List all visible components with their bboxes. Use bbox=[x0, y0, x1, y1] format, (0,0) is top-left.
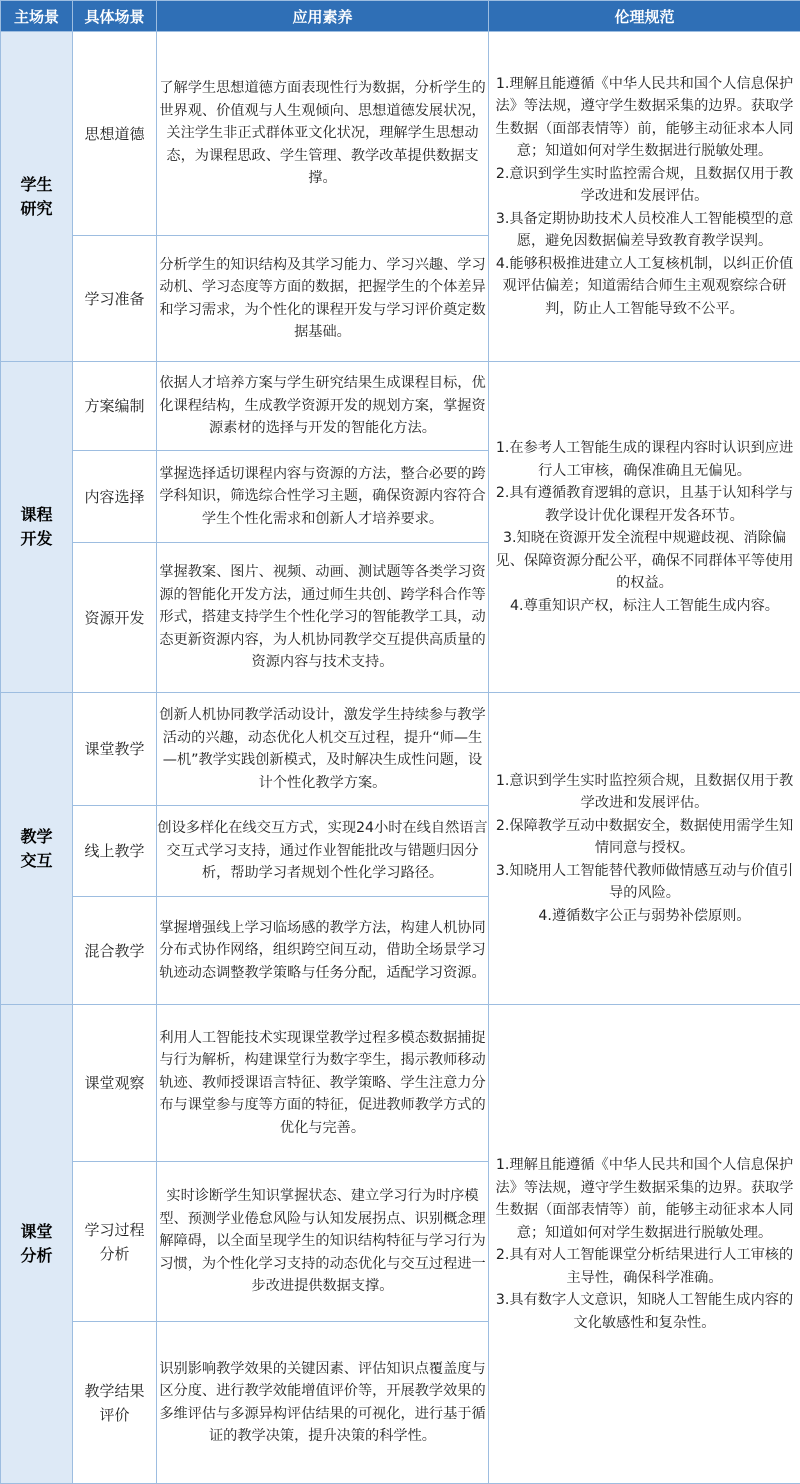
scene-resource-development: 资源开发 bbox=[73, 543, 157, 693]
app-literacy-cell: 利用人工智能技术实现课堂教学过程多模态数据捕捉与行为解析，构建课堂行为数字孪生，揭示教师移动轨迹、教师授课语言特征、教学策略、学生注意力分布与课堂参与度等方面的特征，促进教师教学方式的优化与完善。 bbox=[157, 1005, 489, 1162]
ethics-cell-teaching-interaction: 1.意识到学生实时监控须合规，且数据仅用于教学改进和发展评估。 2.保障教学互动中数据安全，数据使用需学生知情同意与授权。 3.知晓用人工智能替代教师做情感互动与价值引导的风险。 4.遵循数字公正与弱势补偿原则。 bbox=[489, 693, 800, 1005]
header-ethics-norms: 伦理规范 bbox=[489, 1, 800, 32]
app-literacy-cell: 了解学生思想道德方面表现性行为数据，分析学生的世界观、价值观与人生观倾向、思想道德发展状况，关注学生非正式群体亚文化状况，理解学生思想动态，为课程思政、学生管理、教学改革提供数据支撑。 bbox=[157, 32, 489, 236]
scene-teaching-outcome-evaluation: 教学结果 评价 bbox=[73, 1322, 157, 1484]
table-row bbox=[1, 1005, 800, 1162]
header-row bbox=[1, 1, 800, 32]
app-literacy-cell: 实时诊断学生知识掌握状态、建立学习行为时序模型、预测学业倦怠风险与认知发展拐点、识别概念理解障碍，以全面呈现学生的知识结构特征与学习行为习惯，为个性化学习支持的动态优化与交互过程进一步改进提供数据支撑。 bbox=[157, 1162, 489, 1322]
scene-classroom-teaching: 课堂教学 bbox=[73, 693, 157, 806]
scene-content-selection: 内容选择 bbox=[73, 451, 157, 543]
app-literacy-cell: 分析学生的知识结构及其学习能力、学习兴趣、学习动机、学习态度等方面的数据，把握学生的个体差异和学习需求，为个性化的课程开发与学习评价奠定数据基础。 bbox=[157, 236, 489, 362]
scene-learning-readiness: 学习准备 bbox=[73, 236, 157, 362]
header-application-literacy: 应用素养 bbox=[157, 1, 489, 32]
app-literacy-cell: 创新人机协同教学活动设计，激发学生持续参与教学活动的兴趣，动态优化人机交互过程，提升“师—生—机”教学实践创新模式，及时解决生成性问题，设计个性化教学方案。 bbox=[157, 693, 489, 806]
main-scene-student-research: 学生 研究 bbox=[1, 32, 73, 362]
ethics-cell-student-research: 1.理解且能遵循《中华人民共和国个人信息保护法》等法规，遵守学生数据采集的边界。获取学生数据（面部表情等）前，能够主动征求本人同意；知道如何对学生数据进行脱敏处理。 2.意识到学生实时监控需合规，且数据仅用于教学改进和发展评估。 3.具备定期协助技术人员校准人工智能模型的意愿，避免因数据偏差导致教育教学误判。 4.能够积极推进建立人工复核机制，以纠正价值观评估偏差；知道需结合师生主观观察综合研判，防止人工智能导致不公平。 bbox=[489, 32, 800, 362]
header-main-scene: 主场景 bbox=[1, 1, 73, 32]
app-literacy-cell: 掌握选择适切课程内容与资源的方法，整合必要的跨学科知识，筛选综合性学习主题，确保资源内容符合学生个性化需求和创新人才培养要求。 bbox=[157, 451, 489, 543]
main-scene-teaching-interaction: 教学 交互 bbox=[1, 693, 73, 1005]
scene-classroom-observation: 课堂观察 bbox=[73, 1005, 157, 1162]
table-row bbox=[1, 693, 800, 806]
main-scene-curriculum-development: 课程 开发 bbox=[1, 362, 73, 693]
scene-learning-process-analysis: 学习过程 分析 bbox=[73, 1162, 157, 1322]
scene-online-teaching: 线上教学 bbox=[73, 806, 157, 897]
app-literacy-cell: 创设多样化在线交互方式，实现24小时在线自然语言交互式学习支持，通过作业智能批改与错题归因分析，帮助学习者规划个性化学习路径。 bbox=[157, 806, 489, 897]
table-row bbox=[1, 32, 800, 236]
header-specific-scene: 具体场景 bbox=[73, 1, 157, 32]
ethics-cell-classroom-analysis: 1.理解且能遵循《中华人民共和国个人信息保护法》等法规，遵守学生数据采集的边界。获取学生数据（面部表情等）前，能够主动征求本人同意；知道如何对学生数据进行脱敏处理。 2.具有对人工智能课堂分析结果进行人工审核的主导性，确保科学准确。 3.具有数字人文意识，知晓人工智能生成内容的文化敏感性和复杂性。 bbox=[489, 1005, 800, 1484]
app-literacy-cell: 依据人才培养方案与学生研究结果生成课程目标，优化课程结构，生成教学资源开发的规划方案，掌握资源素材的选择与开发的智能化方法。 bbox=[157, 362, 489, 451]
scene-blended-teaching: 混合教学 bbox=[73, 897, 157, 1005]
table-row bbox=[1, 362, 800, 451]
scene-moral: 思想道德 bbox=[73, 32, 157, 236]
main-scene-classroom-analysis: 课堂 分析 bbox=[1, 1005, 73, 1484]
app-literacy-cell: 掌握增强线上学习临场感的教学方法，构建人机协同分布式协作网络，组织跨空间互动，借助全场景学习轨迹动态调整教学策略与任务分配，适配学习资源。 bbox=[157, 897, 489, 1005]
scene-plan-drafting: 方案编制 bbox=[73, 362, 157, 451]
ethics-cell-curriculum-development: 1.在参考人工智能生成的课程内容时认识到应进行人工审核，确保准确且无偏见。 2.具有遵循教育逻辑的意识，且基于认知科学与教学设计优化课程开发各环节。 3.知晓在资源开发全流程中规避歧视、消除偏见、保障资源分配公平，确保不同群体平等使用的权益。 4.尊重知识产权，标注人工智能生成内容。 bbox=[489, 362, 800, 693]
app-literacy-cell: 掌握教案、图片、视频、动画、测试题等各类学习资源的智能化开发方法，通过师生共创、跨学科合作等形式，搭建支持学生个性化学习的智能教学工具，动态更新资源内容，为人机协同教学交互提供高质量的资源内容与技术支持。 bbox=[157, 543, 489, 693]
app-literacy-cell: 识别影响教学效果的关键因素、评估知识点覆盖度与区分度、进行教学效能增值评价等，开展教学效果的多维评估与多源异构评估结果的可视化，进行基于循证的教学决策，提升决策的科学性。 bbox=[157, 1322, 489, 1484]
